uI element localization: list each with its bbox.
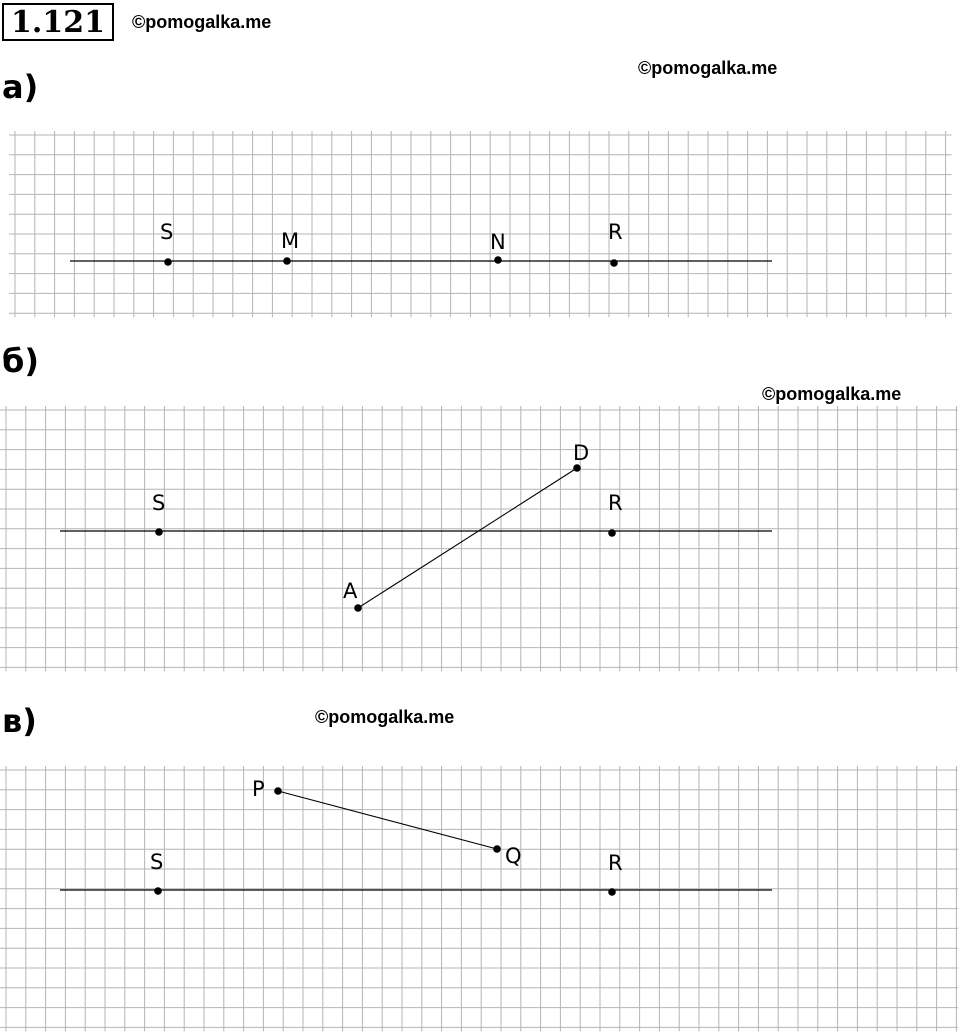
point-p <box>274 787 282 795</box>
point-m <box>283 257 291 265</box>
label-s: S <box>160 220 174 244</box>
grid <box>9 131 952 317</box>
label-r: R <box>608 491 623 515</box>
point-s <box>164 258 172 266</box>
label-m: M <box>281 229 300 253</box>
part-label-a: а) <box>2 68 39 106</box>
point-r <box>608 529 616 537</box>
point-s <box>155 528 163 536</box>
label-a: A <box>343 579 358 603</box>
part-label-b: б) <box>2 342 39 380</box>
label-d: D <box>573 441 590 465</box>
grid <box>0 766 958 1031</box>
point-s <box>154 887 162 895</box>
label-s: S <box>150 850 164 874</box>
problem-number: 1.121 <box>2 3 114 41</box>
grid <box>0 406 958 671</box>
watermark: ©pomogalka.me <box>315 707 455 727</box>
label-r: R <box>608 851 623 875</box>
point-q <box>493 845 501 853</box>
point-n <box>494 256 502 264</box>
part-label-v: в) <box>2 702 37 740</box>
grid-panel-b <box>0 400 960 676</box>
label-r: R <box>608 220 623 244</box>
point-r <box>610 259 618 267</box>
point-a <box>354 604 362 612</box>
grid-panel-a <box>0 125 960 325</box>
label-s: S <box>152 491 166 515</box>
label-p: P <box>252 777 265 801</box>
watermark: ©pomogalka.me <box>638 58 778 78</box>
label-q: Q <box>505 844 522 868</box>
point-d <box>573 464 581 472</box>
watermark: ©pomogalka.me <box>132 12 272 32</box>
label-n: N <box>490 230 506 254</box>
grid-panel-v <box>0 760 960 1033</box>
point-r <box>608 888 616 896</box>
watermark: ©pomogalka.me <box>762 384 902 404</box>
segment-pq <box>278 791 497 849</box>
